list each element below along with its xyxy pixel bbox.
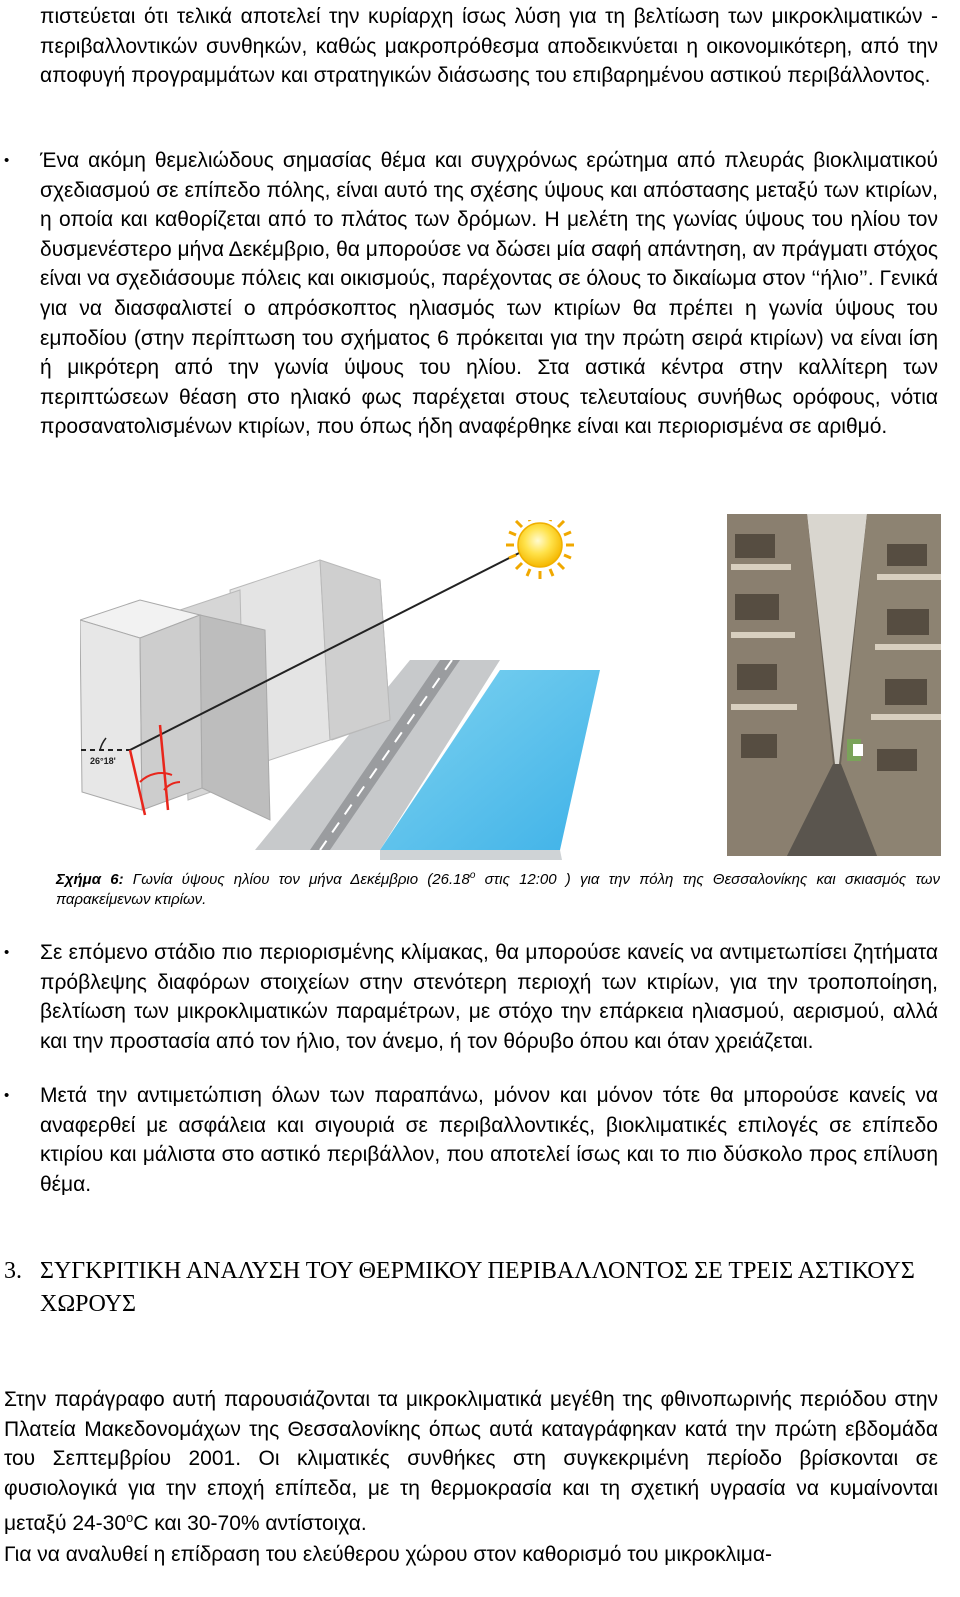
bullet-icon: • [4, 152, 10, 169]
last-line: Για να αναλυθεί η επίδραση του ελεύθερου χώρου στον καθορισμό του μικροκλιμα- [4, 1543, 773, 1566]
bullet-icon: • [4, 1087, 10, 1104]
sun-angle-diagram [80, 520, 700, 860]
bullet-icon: • [4, 944, 10, 961]
caption-superscript: o [469, 870, 476, 881]
intro-paragraph: πιστεύεται ότι τελικά αποτελεί την κυρίαρχη ίσως λύση για τη βελτίωση των μικροκλιματικών - περιβαλλοντικών συνθηκών, καθώς μακροπρόθεσμα αποδεικνύεται η οικονομικότερη, από την αποφυγή προγραμμάτων και στρατηγικών διάσωσης του επιβαρημένου αστικού περιβάλλοντος. [40, 5, 938, 88]
degree-superscript: o [126, 1510, 134, 1526]
buildings-front-row [80, 600, 270, 820]
bullet-paragraph-building-level: Μετά την αντιμετώπιση όλων των παραπάνω, μόνον και μόνον τότε θα μπορούσε κανείς να αναφερθεί με ασφάλεια και σιγουριά σε περιβαλλοντικές, βιοκλιματικές επιλογές σε επίπεδο κτιρίου και μάλιστα στο αστικό περιβάλλον, που αποτελεί ίσως και το πιο δύσκολο προς επίλυση θέμα. [40, 1084, 938, 1196]
angle-label: 26°18' [90, 756, 116, 766]
caption-text-a: Γωνία ύψους ηλίου τον μήνα Δεκέμβριο (26.18 [123, 871, 470, 888]
section-paragraph-text-a: Στην παράγραφο αυτή παρουσιάζονται τα μικροκλιματικά μεγέθη της φθινοπωρινής περιόδου στην Πλατεία Μακεδονομάχων της Θεσσαλονίκης όπως αυτά καταγράφηκαν κατά την πρώτη εβδομάδα του Σεπτεμβρίου 2001. Οι κλιματικές συνθήκες στη συγκεκριμένη περίοδο βρίσκονται σε φυσιολογικά για την εποχή επίπεδα, με τη θερμοκρασία και τη σχετική υγρασία να κυμαίνονται μεταξύ 24-30 [4, 1388, 938, 1536]
figure-6 [0, 510, 960, 920]
bullet-paragraph-building-spacing: Ένα ακόμη θεμελιώδους σημασίας θέμα και συγχρόνως ερώτημα από πλευράς βιοκλιματικού σχεδιασμού σε επίπεδο πόλης, είναι αυτό της σχέσης ύψους και απόστασης μεταξύ των κτιρίων, η οποία και καθορίζεται από το πλάτος των δρόμων. Η μελέτη της γωνίας ύψους του ηλίου τον δυσμενέστερο μήνα Δεκέμβριο, θα μπορούσε να δώσει μία σαφή απάντηση, αν πράγματι στόχος είναι να σχεδιάσουμε πόλεις και οικισμούς, παρέχοντας σε όλους το δικαίωμα στον ‘‘ήλιο’’. Γενικά για να διασφαλιστεί ο απρόσκοπτος ηλιασμός των κτιρίων θα πρέπει η γωνία ύψους του εμποδίου (στην περίπτωση του σχήματος 6 πρόκειται για την πρώτη σειρά κτιρίων) να είναι ίση ή μικρότερη από την γωνία ύψους του ηλίου. Στα αστικά κέντρα στην καλλίτερη των περιπτώσεων θέαση στο ηλιακό φως παρέχεται στους τελευταίους συνήθως ορόφους, νότια προσανατολισμένων κτιρίων, που όπως ήδη αναφέρθηκε είναι και περιορισμένα σε αριθμό. [40, 149, 938, 439]
bullet-paragraph-small-scale: Σε επόμενο στάδιο πιο περιορισμένης κλίμακας, θα μπορούσε κανείς να αντιμετωπίσει ζητήματα πρόβλεψης διαφόρων στοιχείων στην στενότερη περιοχή των κτιρίων, για την τροποποίηση, βελτίωση των μικροκλιματικών παραμέτρων, με στόχο την επάρκεια ηλιασμού, αερισμού, αλλά και την προστασία από τον ήλιο, τον άνεμο, ή τον θόρυβο όπου και όταν χρειάζεται. [40, 941, 938, 1053]
figure-caption [56, 866, 940, 910]
street-photo [727, 514, 941, 856]
section-paragraph [4, 1385, 938, 1539]
caption-text-b: στις 12:00 ) για την πόλη της Θεσσαλονίκης και σκιασμός των παρακείμενων κτιρίων. [56, 871, 940, 908]
section-paragraph-text-b: C και 30-70% αντίστοιχα. [133, 1512, 367, 1536]
sun-icon [506, 520, 574, 579]
caption-label: Σχήμα 6: [56, 871, 124, 888]
section-number: 3. [4, 1258, 22, 1284]
section-title: ΣΥΓΚΡΙΤΙΚΗ ΑΝΑΛΥΣΗ ΤΟΥ ΘΕΡΜΙΚΟΥ ΠΕΡΙΒΑΛΛΟΝΤΟΣ ΣΕ ΤΡΕΙΣ ΑΣΤΙΚΟΥΣ ΧΩΡΟΥΣ [40, 1258, 915, 1317]
